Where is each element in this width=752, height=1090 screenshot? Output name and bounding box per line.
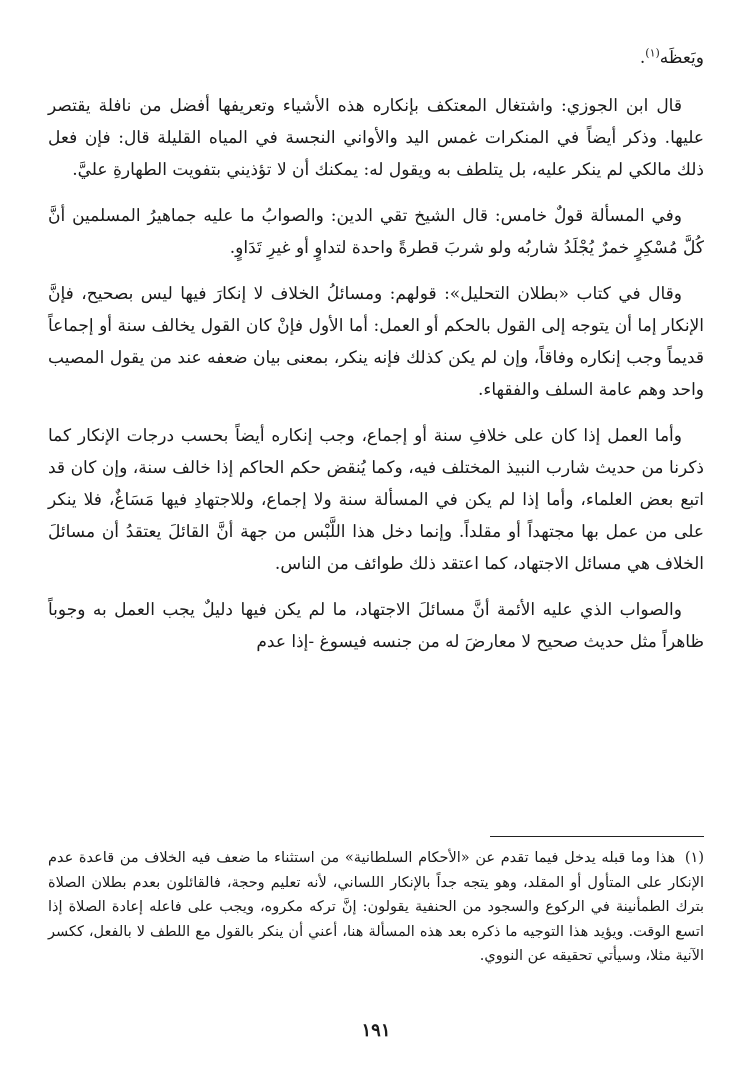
- footnote-separator: [490, 836, 704, 837]
- paragraph-2: وفي المسألة قولٌ خامس: قال الشيخ تقي الدين: والصوابُ ما عليه جماهيرُ المسلمين أنَّ كُلَّ مُسْكِرٍ خمرٌ يُجْلَدُ شاربُه ولو شربَ قطرةً واحدة لتداوٍ أو غيرِ تَدَاوٍ.: [48, 206, 704, 258]
- opening-line-text: ويَعظَه: [659, 48, 704, 68]
- page-number: ١٩١: [361, 1020, 391, 1041]
- footnote-text: هذا وما قبله يدخل فيما تقدم عن «الأحكام السلطانية» من استثناء ما ضعف فيه الخلاف من قاعدة عدم الإنكار على المتأول أو المقلد، وهو يتجه جداً بالإنكار اللساني، لأنه تعليم وحجة، فالقائلون بعدم بطلان الصلاة بترك الطمأنينة في الركوع والسجود من الحنفية يقولون: إنَّ تركه مكروه، ويجب على فاعله إعادة الصلاة إذا اتسع الوقت. ويؤيد هذا التوجيه ما ذكره بعد هذه المسألة هنا، أعني أن ينكر بالقول مع اللطف لا بالفعل، ككسر الآنية مثلا، وسيأتي تحقيقه عن النووي.: [48, 850, 704, 964]
- footnotes: [48, 846, 704, 969]
- opening-line: [48, 42, 704, 74]
- paragraph-5: والصواب الذي عليه الأئمة أنَّ مسائلَ الاجتهاد، ما لم يكن فيها دليلٌ يجب العمل به وجوباً ظاهراً مثل حديث صحيح لا معارضَ له من جنسه فيسوغ -إذا عدم: [48, 600, 704, 652]
- main-text: [48, 42, 704, 658]
- paragraph-3: وقال في كتاب «بطلان التحليل»: قولهم: ومسائلُ الخلاف لا إنكارَ فيها ليس بصحيح، فإنَّ الإنكار إما أن يتوجه إلى القول بالحكم أو العمل: أما الأول فإنْ كان القول يخالف سنة أو إجماعاً قديماً وجب إنكاره وفاقاً، وإن لم يكن كذلك فإنه ينكر، بمعنى بيان ضعفه عند من يقول المصيب واحد وهم عامة السلف والفقهاء.: [48, 284, 704, 400]
- paragraph-4: وأما العمل إذا كان على خلافِ سنة أو إجماع، وجب إنكاره أيضاً بحسب درجات الإنكار كما ذكرنا من حديث شارب النبيذ المختلف فيه، وكما يُنقض حكم الحاكم إذا خالف سنة، وإن كان قد اتبع بعض العلماء، وأما إذا لم يكن في المسألة سنة ولا إجماع، وللاجتهادِ فيها مَسَاغٌ، فلا ينكر على من عمل بها مجتهداً أو مقلداً. وإنما دخل هذا اللَّبْس من جهة أنَّ القائلَ يعتقدُ أن مسائلَ الخلاف هي مسائل الاجتهاد، كما اعتقد ذلك طوائف من الناس.: [48, 426, 704, 574]
- footnote-number: (١): [684, 850, 705, 866]
- opening-line-end: .: [639, 48, 646, 68]
- footnote-reference: (١): [645, 46, 660, 60]
- paragraph-1: قال ابن الجوزي: واشتغال المعتكف بإنكاره هذه الأشياء وتعريفها أفضل من نافلة يقتصر عليها. وذكر أيضاً في المنكرات غمس اليد والأواني النجسة في المياه القليلة قال: فإن فعل ذلك مالكي لم ينكر عليه، بل يتلطف به ويقول له: يمكنك أن لا تؤذيني بتفويت الطهارةِ عليَّ.: [48, 96, 704, 180]
